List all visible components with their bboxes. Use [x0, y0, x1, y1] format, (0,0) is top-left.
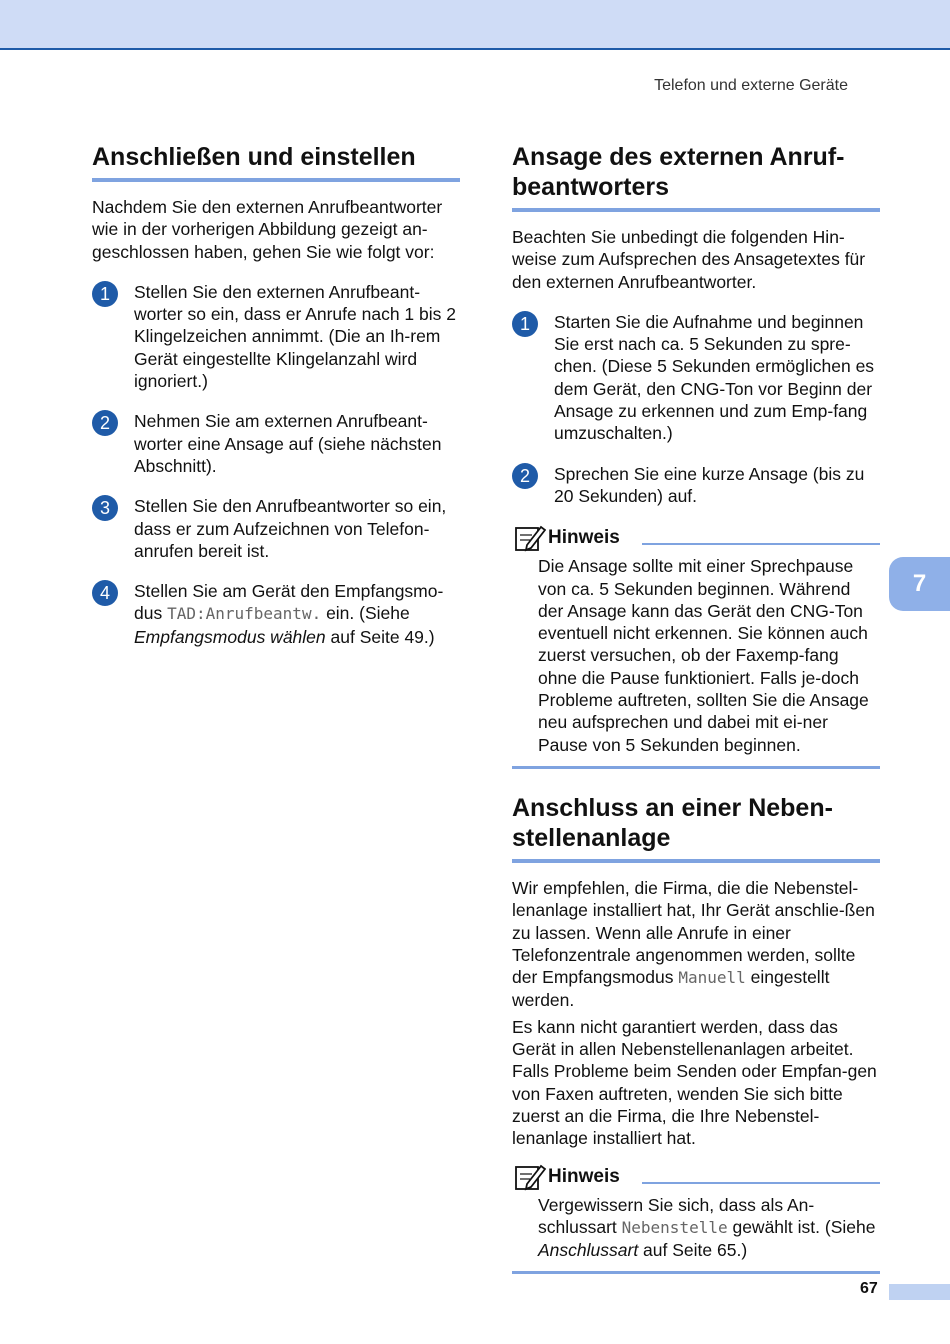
section-rule: [92, 178, 460, 182]
left-step-3: [92, 495, 460, 562]
note-text-mid: gewählt ist. (Siehe: [727, 1216, 876, 1237]
note-header: [512, 523, 880, 555]
note-header-rule: [642, 543, 880, 545]
step-text: Starten Sie die Aufnahme und beginnen Sie erst nach ca. 5 Sekunden zu spre-chen. (Diese 5 Sekunden ermöglichen es dem Gerät, den CNG-Ton vor Beginn der Ansage zu erkennen und zum Emp-fang umzuschalten.): [554, 311, 875, 444]
note-end-rule: [512, 766, 880, 769]
right-step-1: [512, 311, 880, 445]
step-text: Stellen Sie den Anrufbeantworter so ein, dass er zum Aufzeichnen von Telefon-anrufen bereit ist.: [134, 496, 447, 561]
chapter-tab: 7: [889, 557, 950, 611]
running-header: Telefon und externe Geräte: [654, 77, 848, 94]
step-text-post: auf Seite 49.): [325, 626, 435, 647]
step-text: Sprechen Sie eine kurze Ansage (bis zu 20 Sekunden) auf.: [554, 463, 865, 506]
step-number-badge: 1: [92, 281, 118, 307]
note-title: Hinweis: [548, 1165, 620, 1187]
right-column: [512, 142, 880, 1274]
nebenstelle-paragraph-1: [512, 877, 880, 1012]
step-number-badge: 2: [92, 410, 118, 436]
page-number: 67: [860, 1280, 878, 1297]
step-number-badge: 1: [512, 311, 538, 337]
left-step-2: [92, 410, 460, 477]
top-banner: [0, 0, 950, 50]
page-number-bar: [889, 1284, 950, 1300]
note-box-ansage: [512, 523, 880, 769]
left-step-1: [92, 281, 460, 392]
section-title-anschliessen: Anschließen und einstellen: [92, 143, 416, 171]
left-intro: Nachdem Sie den externen Anrufbeantworter wie in der vorherigen Abbildung gezeigt an-geschlossen haben, gehen Sie wie folgt vor:: [92, 197, 443, 262]
right-step-2: [512, 463, 880, 508]
step-text-mid: ein. (Siehe: [321, 603, 410, 624]
step-text-pre: Stellen Sie am Gerät den Empfangsmo-dus: [134, 581, 444, 624]
note-header-rule: [642, 1182, 880, 1184]
note-body: [512, 555, 880, 756]
note-header: [512, 1162, 880, 1194]
note-pencil-icon: [514, 523, 546, 553]
step-number-badge: 4: [92, 580, 118, 606]
note-title: Hinweis: [548, 527, 620, 549]
note-body: [512, 1194, 880, 1262]
section-rule: [512, 859, 880, 863]
note-end-rule: [512, 1271, 880, 1274]
note-pencil-icon: [514, 1162, 546, 1192]
section-title-nebenstelle: Anschluss an einer Neben-stellenanlage: [512, 793, 833, 852]
note-text-post: auf Seite 65.): [638, 1240, 748, 1261]
ansage-intro: Beachten Sie unbedingt die folgenden Hin-weise zum Aufsprechen des Ansagetextes für den externen Anrufbeantworter.: [512, 227, 866, 292]
step-number-badge: 3: [92, 495, 118, 521]
note-text-pre: Vergewissern Sie sich, dass als An-schlussart: [538, 1194, 815, 1237]
step-text: Stellen Sie den externen Anrufbeant-worter so ein, dass er Anrufe nach 1 bis 2 Klingelzeichen annimmt. (Die an Ih-rem Gerät eingestellte Klingelanzahl wird ignoriert.): [134, 281, 456, 392]
step-text: Nehmen Sie am externen Anrufbeant-worter eine Ansage auf (siehe nächsten Abschnitt).: [134, 411, 442, 476]
section-rule: [512, 208, 880, 212]
note-text: [538, 1194, 880, 1262]
section-title-ansage: Ansage des externen Anruf-beantworters: [512, 143, 845, 201]
step-number-badge: 2: [512, 463, 538, 489]
mode-code: Manuell: [678, 968, 746, 988]
left-step-4: [92, 580, 460, 648]
mode-code: TAD:Anrufbeantw.: [167, 604, 322, 624]
paragraph-text-pre: Wir empfehlen, die Firma, die die Nebenstel-lenanlage installiert hat, Ihr Gerät anschlie-ßen zu lassen. Wenn alle Anrufe in einer Telefonzentrale angenommen werden, sollte der Empfangsmodus: [512, 877, 875, 988]
step-text: [134, 580, 460, 648]
paragraph-text-post: eingestellt werden.: [512, 967, 830, 1011]
connection-code: Nebenstelle: [621, 1217, 728, 1237]
note-box-nebenstelle: [512, 1162, 880, 1275]
cross-reference: Empfangsmodus wählen: [134, 626, 326, 647]
cross-reference: Anschlussart: [538, 1240, 639, 1261]
note-text: Die Ansage sollte mit einer Sprechpause von ca. 5 Sekunden beginnen. Während der Ansage kann das Gerät den CNG-Ton eventuell nicht erkennen. Sie können auch zuerst versuchen, ob der Faxemp-fang ohne die Pause funktioniert. Falls je-doch Probleme auftreten, sollten Sie die Ansage neu aufsprechen und dabei mit ei-ner Pause von 5 Sekunden beginnen.: [538, 556, 869, 755]
nebenstelle-paragraph-2: Es kann nicht garantiert werden, dass das Gerät in allen Nebenstellenanlagen arbeitet. Falls Probleme beim Senden oder Empfan-gen von Faxen auftreten, wenden Sie sich bitte zuerst an die Firma, die Ihre Nebenstel-lenanlage installiert hat.: [512, 1016, 877, 1149]
left-column: [92, 142, 460, 648]
